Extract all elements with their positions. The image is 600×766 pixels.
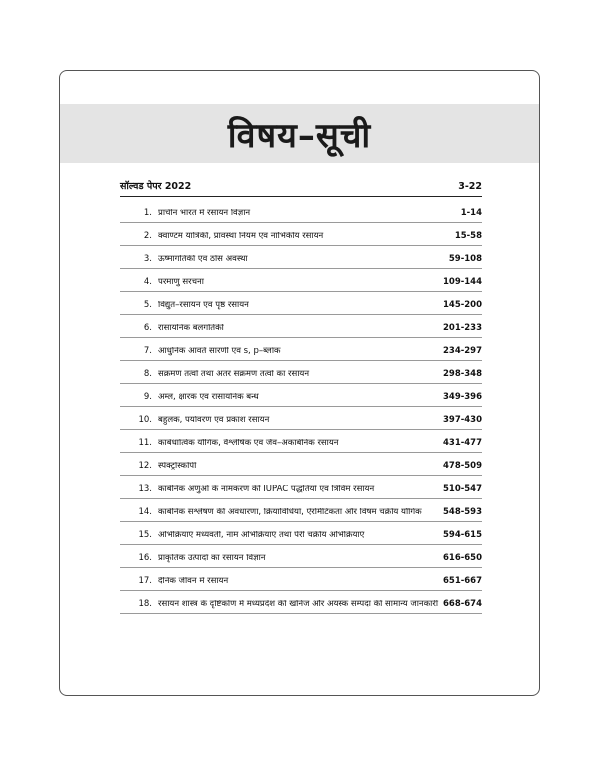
toc-entry-title: कार्बनिक संश्लेषण की अवधारणा, क्रियाविधियाँ, ऐरोमैटिकता और विषम चक्रीय यौगिक [158, 507, 422, 517]
toc-entry-number: 10. [138, 414, 152, 425]
toc-entry [120, 338, 482, 361]
toc-entry-title: ऊष्मागतिकी एवं ठोस अवस्था [158, 254, 248, 264]
toc-entry-title: रासायनिक बलगतिकी [158, 323, 224, 333]
toc-entry-title: क्वाण्टम यांत्रिकी, प्रावस्था नियम एवं नाभिकीय रसायन [158, 231, 324, 241]
toc-entry [120, 499, 482, 522]
toc-entry-title: कार्बधात्विक यौगिक, वैश्लेषिक एवं जैव–अकार्बनिक रसायन [158, 438, 339, 448]
toc-entry [120, 568, 482, 591]
solved-paper-pages: 3-22 [458, 181, 482, 192]
toc-entry-number: 6. [143, 322, 152, 333]
toc-entry-number: 9. [143, 391, 152, 402]
toc-entry-pages: 548-593 [442, 506, 482, 517]
toc-entry [120, 223, 482, 246]
toc-entry-number: 4. [143, 276, 152, 287]
toc-entry-pages: 349-396 [442, 391, 482, 402]
toc-entry-pages: 234-297 [442, 345, 482, 356]
toc-entry-title: रसायन शास्त्र के दृष्टिकोण में मध्यप्रदेश की खनिज और अयस्क सम्पदा की सामान्य जानकारी [158, 599, 439, 609]
toc-entry [120, 361, 482, 384]
toc-entry [120, 292, 482, 315]
toc-entry-number: 5. [143, 299, 152, 310]
toc-entry-number: 11. [138, 437, 152, 448]
toc-entry-number: 18. [138, 598, 152, 609]
toc-entry [120, 522, 482, 545]
toc-entry-number: 3. [143, 253, 152, 264]
toc-entry-title: स्पेक्ट्रोस्कोपी [158, 461, 197, 471]
toc-entry-pages: 510-547 [442, 483, 482, 494]
toc-entry-pages: 594-615 [442, 529, 482, 540]
document-page [59, 70, 540, 696]
toc-entry-number: 8. [143, 368, 152, 379]
toc-entry [120, 246, 482, 269]
solved-paper-header [120, 179, 482, 197]
toc-entry-pages: 15-58 [454, 230, 482, 241]
toc-entry-pages: 109-144 [442, 276, 482, 287]
toc-entry-title: दैनिक जीवन में रसायन [158, 576, 229, 586]
toc-entry-number: 13. [138, 483, 152, 494]
toc-entry-title: अभिक्रियाएँ मध्यवर्ती, नाम अभिक्रियाएँ तथा पेरी चक्रीय अभिक्रियाएँ [158, 530, 365, 540]
toc-entry [120, 407, 482, 430]
toc-entry-number: 1. [143, 207, 152, 218]
toc-entry [120, 384, 482, 407]
toc-entry-number: 17. [138, 575, 152, 586]
toc-entry-number: 15. [138, 529, 152, 540]
toc-entry-pages: 431-477 [442, 437, 482, 448]
toc-entry [120, 476, 482, 499]
toc-entry-title: विद्युत–रसायन एवं पृष्ठ रसायन [158, 300, 249, 310]
toc-entry-number: 2. [143, 230, 152, 241]
toc-entry-pages: 59-108 [448, 253, 482, 264]
toc-entry [120, 430, 482, 453]
toc-entry-number: 7. [143, 345, 152, 356]
toc-entry-pages: 145-200 [442, 299, 482, 310]
toc-entry-pages: 478-509 [442, 460, 482, 471]
toc-entry [120, 545, 482, 568]
toc-entry [120, 453, 482, 476]
toc-entry [120, 315, 482, 338]
title-band [60, 104, 539, 163]
toc-entry-pages: 1-14 [460, 207, 482, 218]
toc-entry-number: 12. [138, 460, 152, 471]
toc-entry-pages: 616-650 [442, 552, 482, 563]
table-of-contents [120, 200, 482, 614]
solved-paper-label: सॉल्वड पेपर 2022 [120, 181, 192, 192]
toc-entry-title: कार्बनिक अणुओं के नामकरण की IUPAC पद्धतियाँ एवं त्रिविम रसायन [158, 484, 375, 494]
toc-entry-pages: 651-667 [442, 575, 482, 586]
toc-entry-title: आधुनिक आवर्त सारणी एवं s, p–ब्लॉक [158, 346, 281, 356]
page-title: विषय–सूची [227, 115, 372, 156]
toc-entry-pages: 397-430 [442, 414, 482, 425]
toc-entry-number: 16. [138, 552, 152, 563]
toc-entry [120, 269, 482, 292]
toc-entry-title: अम्ल, क्षारक एवं रासायनिक बन्ध [158, 392, 259, 402]
toc-entry [120, 591, 482, 614]
toc-entry-title: परमाणु संरचना [158, 277, 204, 287]
toc-entry-title: प्राकृतिक उत्पादों का रसायन विज्ञान [158, 553, 266, 563]
toc-entry-pages: 668-674 [442, 598, 482, 609]
toc-entry-number: 14. [138, 506, 152, 517]
toc-entry-pages: 201-233 [442, 322, 482, 333]
toc-entry-title: प्राचीन भारत में रसायन विज्ञान [158, 208, 251, 218]
toc-entry-pages: 298-348 [442, 368, 482, 379]
toc-entry [120, 200, 482, 223]
toc-entry-title: बहुलक, पर्यावरण एवं प्रकाश रसायन [158, 415, 270, 425]
toc-entry-title: संक्रमण तत्वों तथा अंतर संक्रमण तत्वों का रसायन [158, 369, 310, 379]
